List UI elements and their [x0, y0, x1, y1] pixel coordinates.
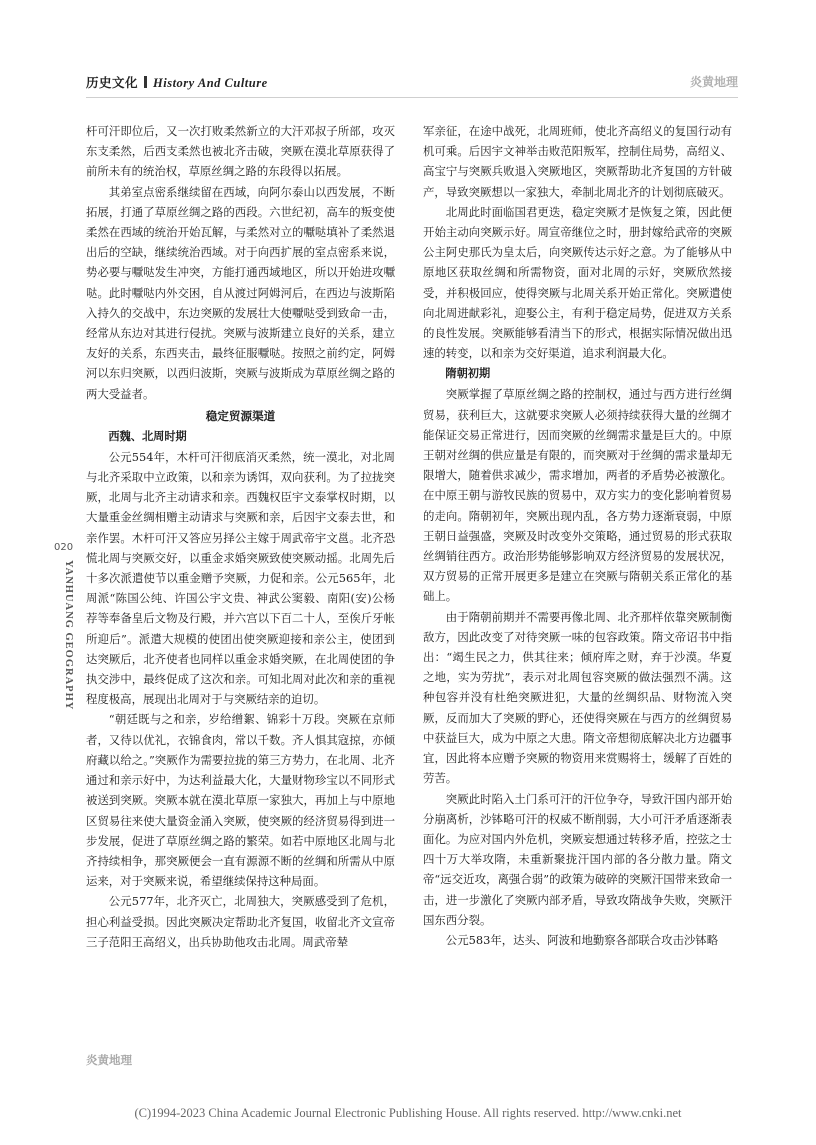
paragraph: 北周此时面临国君更迭，稳定突厥才是恢复之策，因此便开始主动向突厥示好。周宣帝继位之时，册封嫁给武帝的突厥公主阿史那氏为皇太后，向突厥传达示好之意。为了能够从中原地区获取丝绸和所需物资，面对北周的示好，突厥欣然接受，并积极回应，使得突厥与北周关系开始正常化。突厥遣使向北周进献彩礼，迎娶公主，有利于稳定局势，促进双方关系的良性发展。突厥能够看清当下的形式，根据实际情况做出迅速的转变，以和亲为交好渠道，追求利润最大化。 — [423, 204, 732, 361]
paragraph: 突厥掌握了草原丝绸之路的控制权，通过与西方进行丝绸贸易，获利巨大，这就要求突厥人必须持续获得大量的丝绸才能保证交易正常进行，因而突厥的丝绸需求量是巨大的。中原王朝对丝绸的供应量是有限的，而突厥对于丝绸的需求量却无限增大，随着供求减少，需求增加，两者的矛盾势必被激化。在中原王朝与游牧民族的贸易中，双方实力的变化影响着贸易的走向。隋朝初年，突厥出现内乱，各方势力逐渐衰弱，中原王朝日益强盛，突厥及时改变外交策略，通过贸易的形式获取丝绸销往西方。政治形势能够影响双方经济贸易的发展状况，双方贸易的正常开展更多是建立在突厥与隋朝关系正常化的基础上。 — [423, 387, 732, 604]
section-heading: 稳定贸源渠道 — [205, 408, 276, 423]
left-column — [86, 121, 395, 952]
subsection-heading: 西魏、北周时期 — [108, 428, 187, 443]
footer-journal-brand: 炎黄地理 — [86, 1053, 132, 1067]
paragraph: 由于隋朝前期并不需要再像北周、北齐那样依靠突厥制衡敌方，因此改变了对待突厥一味的包容政策。隋文帝诏书中指出：“竭生民之力，供其往来；倾府库之财，弃于沙漠。华夏之地，实为劳扰”，表示对北周包容突厥的做法强烈不满。这种包容并没有杜绝突厥进犯，大量的丝绸织品、财物流入突厥，反而加大了突厥的野心，还使得突厥在与西方的丝绸贸易中获益巨大，成为中原之大患。隋文帝想彻底解决北方边疆事宜，因此将本应赠予突厥的物资用来赏赐将士，缓解了百姓的劳苦。 — [423, 609, 732, 786]
paragraph: “朝廷既与之和亲，岁给缯絮、锦彩十万段。突厥在京师者，又待以优礼，衣锦食肉，常以千数。齐人惧其寇掠，亦倾府藏以给之。”突厥作为需要拉拢的第三方势力，在北周、北齐通过和亲示好中，为达利益最大化，大量财物珍宝以不同形式被送到突厥。突厥本就在漠北草原一家独大，再加上与中原地区贸易往来使大量资金涌入突厥，使突厥的经济贸易得到进一步发展，促进了草原丝绸之路的繁荣。如若中原地区北周与北齐持续相争，那突厥便会一直有源源不断的丝绸和所需从中原运来，对于突厥来说，希望继续保持这种局面。 — [86, 712, 395, 889]
header-divider-bar — [144, 76, 147, 88]
paragraph: 公元583年，达头、阿波和地勤察各部联合攻击沙钵略 — [445, 932, 719, 947]
copyright-notice: (C)1994-2023 China Academic Journal Electronic Publishing House. All rights reserved. http://www.cnki.net — [134, 1106, 682, 1120]
paragraph: 公元554年，木杆可汗彻底消灭柔然，统一漠北，对北周与北齐采取中立政策，以和亲为诱饵，双向获利。为了拉拢突厥，北周与北齐主动请求和亲。西魏权臣宇文泰掌权时期，以大量重金丝绸相赠主动请求与突厥和亲，后因宇文泰去世，和亲作罢。木杆可汗又答应另择公主嫁于周武帝宇文邕。北齐恐慌北周与突厥交好，以重金求婚突厥致使突厥动摇。北周先后十多次派遣使节以重金赠予突厥，力促和亲。公元565年，北周派“陈国公纯、许国公宇文贵、神武公窦毅、南阳(安)公杨荐等奉备皇后文物及行殿，并六宫以下百二十人，至俟斤牙帐所迎后”。派遣大规模的使团出使突厥迎接和亲公主，使团到达突厥后，北齐使者也同样以重金求婚突厥，在北周使团的争执交涉中，最终促成了这次和亲。可知北周对此次和亲的重视程度极高，展现出北周对于与突厥结亲的迫切。 — [86, 449, 395, 707]
paragraph: 杆可汗即位后，又一次打败柔然新立的大汗邓叔子所部，攻灭东支柔然，后西支柔然也被北齐击破，突厥在漠北草原获得了前所未有的统治权，草原丝绸之路的东段得以拓展。 — [86, 124, 395, 179]
section-title-cn: 历史文化 — [86, 75, 139, 90]
running-header-section — [86, 73, 268, 91]
page-number: 020 — [54, 542, 74, 553]
paragraph: 突厥此时陷入土门系可汗的汗位争夺，导致汗国内部开始分崩离析，沙钵略可汗的权威不断削弱，大小可汗矛盾逐渐表面化。为应对国内外危机，突厥妄想通过转移矛盾，控弦之士四十万大举攻隋，未重新聚拢汗国内部的各分散力量。隋文帝“远交近攻，离强合弱”的政策为破碎的突厥汗国带来致命一击，进一步激化了突厥内部矛盾，导致攻隋战争失败，突厥汗国东西分裂。 — [423, 791, 732, 927]
paragraph: 其弟室点密系继续留在西域，向阿尔泰山以西发展，不断拓展，打通了草原丝绸之路的西段。六世纪初，高车的叛变使柔然在西域的统治开始瓦解，与柔然对立的嚈哒填补了柔然退出后的空缺，继续统治西域。对于向西扩展的室点密系来说，势必要与嚈哒发生冲突，方能打通西域地区，所以开始进攻嚈哒。此时嚈哒内外交困，自从渡过阿姆河后，在西边与波斯陷入持久的交战中，东边突厥的发展壮大使嚈哒受到致命一击，经常从东边对其进行侵扰。突厥与波斯建立良好的关系，建立友好的关系，东西夹击，最终征服嚈哒。按照之前约定，阿姆河以东归突厥，以西归波斯，突厥与波斯成为草原丝绸之路的两大受益者。 — [86, 184, 395, 401]
paragraph: 军亲征，在途中战死，北周班师，使北齐高绍义的复国行动有机可乘。后因宇文神举击败范阳叛军，控制住局势，高绍义、高宝宁与突厥兵败退入突厥地区，突厥帮助北齐复国的方针破产，导致突厥想以一家独大，牵制北周北齐的计划彻底破灭。 — [423, 124, 732, 199]
right-column — [423, 121, 732, 950]
paragraph: 公元577年，北齐灭亡，北周独大，突厥感受到了危机，担心利益受损。因此突厥决定帮助北齐复国，收留北齐文宣帝三子范阳王高绍义，出兵协助他攻击北周。周武帝辇 — [86, 894, 395, 949]
section-title-en: History And Culture — [153, 76, 268, 90]
subsection-heading: 隋朝初期 — [445, 366, 491, 381]
vertical-journal-name: YANHUANG GEOGRAPHY — [63, 560, 74, 711]
running-header-journal: 炎黄地理 — [689, 75, 738, 89]
header-rule — [86, 97, 738, 98]
